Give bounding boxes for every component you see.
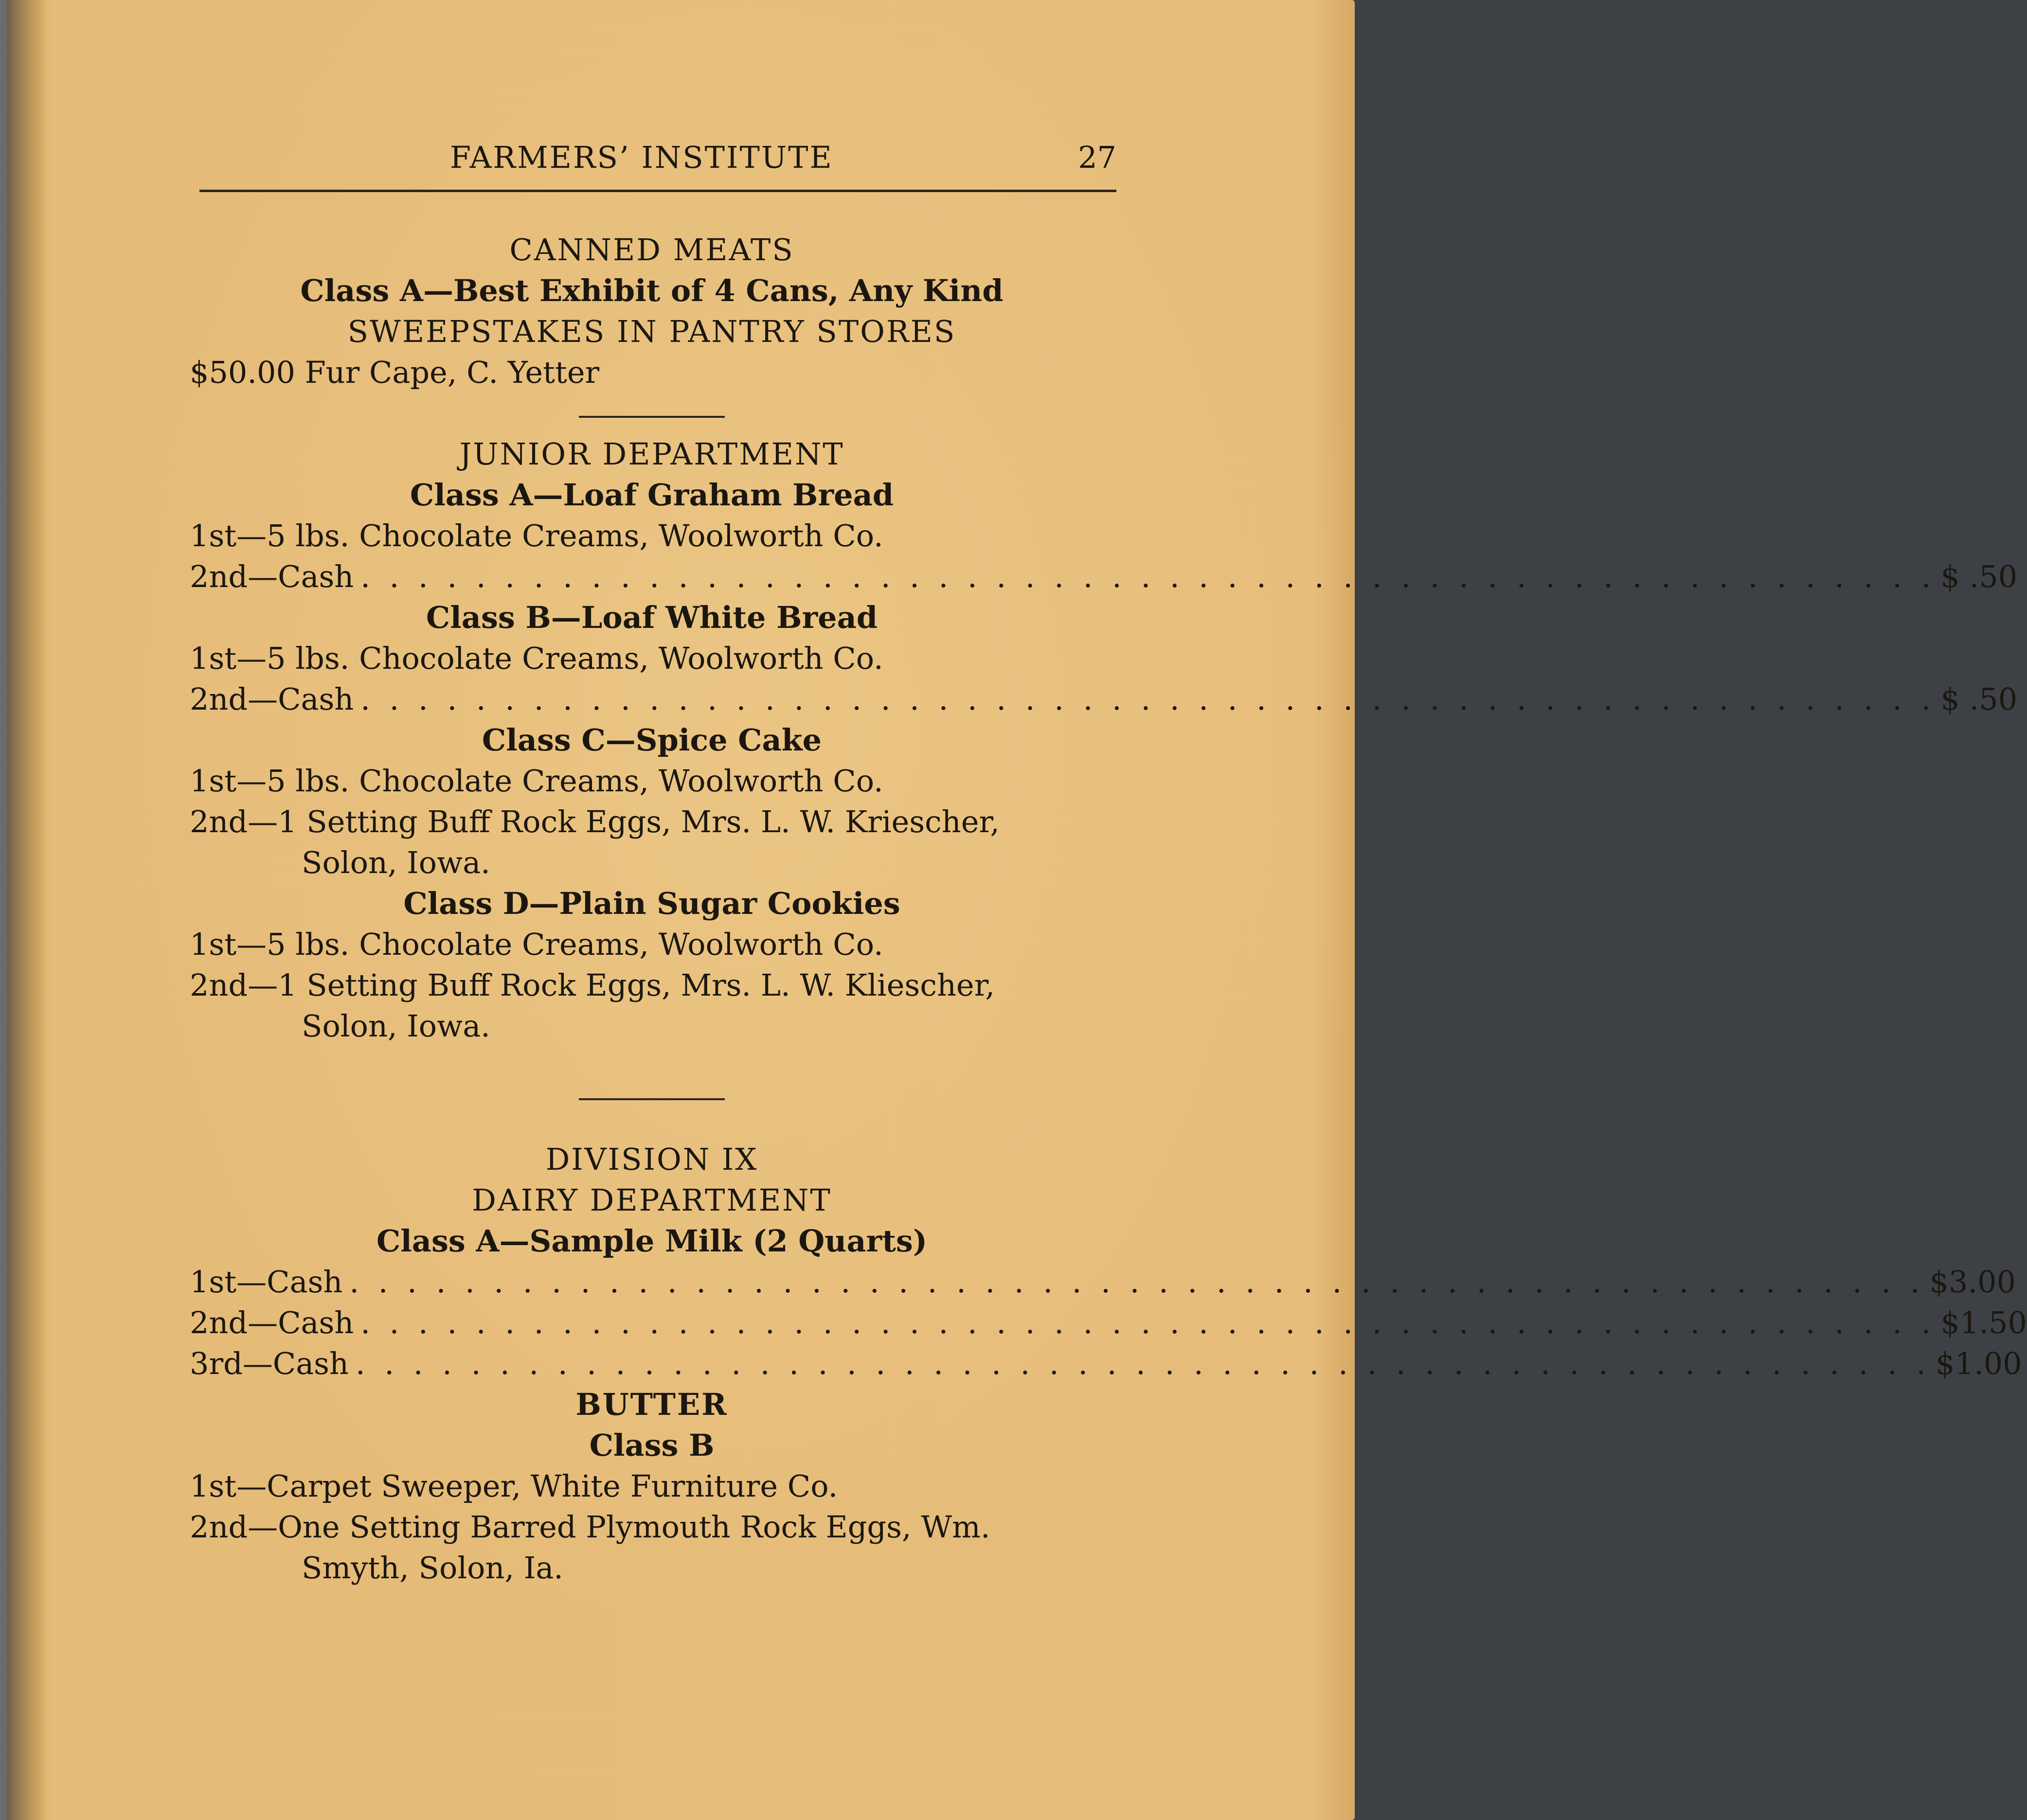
junior-class-d-title: Class D—Plain Sugar Cookies xyxy=(403,886,900,921)
section-divider xyxy=(579,416,725,418)
butter-class-title: Class B xyxy=(589,1427,715,1463)
junior-class-d-first: 1st—5 lbs. Chocolate Creams, Woolworth Co. xyxy=(190,927,883,962)
junior-department-heading: JUNIOR DEPARTMENT xyxy=(459,436,844,472)
prize-label: 2nd—Cash xyxy=(190,681,354,717)
prize-label: 1st—Cash xyxy=(190,1264,343,1300)
canned-meats-heading: CANNED MEATS xyxy=(509,232,794,268)
junior-class-b-first: 1st—5 lbs. Chocolate Creams, Woolworth Co. xyxy=(190,641,883,676)
section-divider xyxy=(579,1098,725,1100)
junior-class-d-second-cont: Solon, Iowa. xyxy=(302,1008,490,1044)
division-heading: DIVISION IX xyxy=(545,1142,758,1177)
prize-label: 2nd—Cash xyxy=(190,559,354,594)
spine-shadow xyxy=(0,0,7,1820)
junior-class-a-second xyxy=(190,556,2018,597)
prize-label: 3rd—Cash xyxy=(190,1346,349,1381)
junior-class-b-title: Class B—Loaf White Bread xyxy=(426,600,878,635)
running-title: FARMERS’ INSTITUTE xyxy=(450,140,833,175)
sweepstakes-heading: SWEEPSTAKES IN PANTRY STORES xyxy=(347,314,956,349)
butter-first: 1st—Carpet Sweeper, White Furniture Co. xyxy=(190,1468,838,1504)
prize-amount: $ .50 xyxy=(1940,681,2018,717)
dot-leader: . . . . . . . . . . . . . . . . . . . . . . . . . . . . . . . . . . . . . . . . . . . . . . . . . . . . . . . xyxy=(360,681,1936,717)
canned-meats-class-a: Class A—Best Exhibit of 4 Cans, Any Kind xyxy=(300,273,1004,308)
sweepstakes-prize: $50.00 Fur Cape, C. Yetter xyxy=(190,355,600,390)
prize-amount: $1.00 xyxy=(1936,1346,2022,1381)
header-rule xyxy=(199,190,1116,192)
dot-leader: . . . . . . . . . . . . . . . . . . . . . . . . . . . . . . . . . . . . . . . . . . . . . . . . . . . . . . . xyxy=(355,1346,1931,1381)
junior-class-a-first: 1st—5 lbs. Chocolate Creams, Woolworth Co. xyxy=(190,518,883,553)
dairy-class-a-title: Class A—Sample Milk (2 Quarts) xyxy=(376,1223,928,1259)
prize-amount: $ .50 xyxy=(1940,559,2018,594)
dairy-class-a-third xyxy=(190,1343,2022,1384)
page-number: 27 xyxy=(1078,140,1116,175)
dairy-department-heading: DAIRY DEPARTMENT xyxy=(472,1182,832,1218)
junior-class-c-second-cont: Solon, Iowa. xyxy=(302,845,490,880)
prize-amount: $3.00 xyxy=(1929,1264,2016,1300)
prize-amount: $1.50 xyxy=(1940,1305,2027,1340)
junior-class-a-title: Class A—Loaf Graham Bread xyxy=(410,477,894,513)
butter-second: 2nd—One Setting Barred Plymouth Rock Eggs, Wm. xyxy=(190,1509,990,1545)
butter-second-cont: Smyth, Solon, Ia. xyxy=(302,1550,564,1586)
prize-label: 2nd—Cash xyxy=(190,1305,354,1340)
page-gutter xyxy=(0,0,46,1820)
junior-class-c-title: Class C—Spice Cake xyxy=(482,722,822,758)
dairy-class-a-first xyxy=(190,1262,2016,1303)
junior-class-c-first: 1st—5 lbs. Chocolate Creams, Woolworth Co. xyxy=(190,763,883,799)
junior-class-d-second: 2nd—1 Setting Buff Rock Eggs, Mrs. L. W. Kliescher, xyxy=(190,967,995,1003)
dot-leader: . . . . . . . . . . . . . . . . . . . . . . . . . . . . . . . . . . . . . . . . . . . . . . . . . . . . . . . xyxy=(349,1264,1925,1300)
dairy-class-a-second xyxy=(190,1303,2027,1343)
junior-class-b-second xyxy=(190,679,2018,720)
butter-heading: BUTTER xyxy=(575,1387,728,1422)
running-header xyxy=(199,137,1116,178)
dot-leader: . . . . . . . . . . . . . . . . . . . . . . . . . . . . . . . . . . . . . . . . . . . . . . . . . . . . . . . xyxy=(360,1305,1936,1340)
junior-class-c-second: 2nd—1 Setting Buff Rock Eggs, Mrs. L. W. Kriescher, xyxy=(190,804,1000,839)
dot-leader: . . . . . . . . . . . . . . . . . . . . . . . . . . . . . . . . . . . . . . . . . . . . . . . . . . . . . . . xyxy=(360,559,1936,594)
